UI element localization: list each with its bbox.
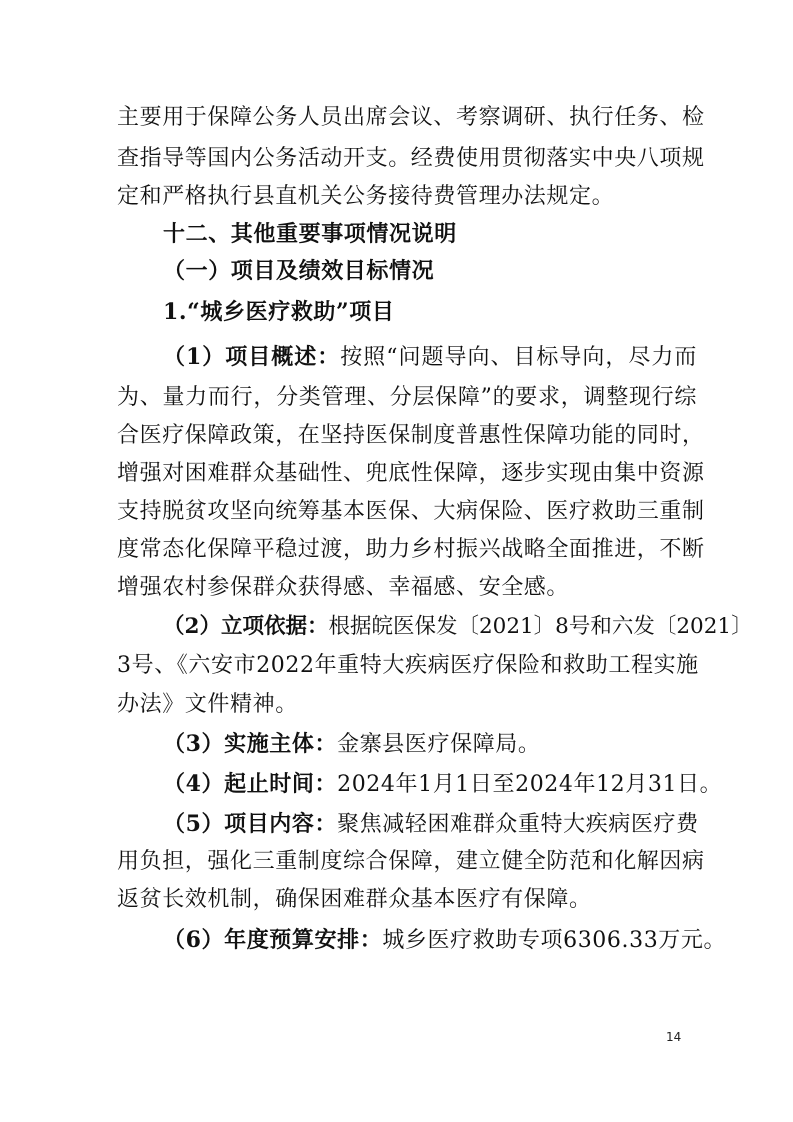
text-line bbox=[163, 925, 726, 956]
bold-label: 十二、其他重要事项情况说明 bbox=[163, 221, 457, 247]
text-line bbox=[163, 809, 697, 840]
text-line bbox=[163, 612, 753, 642]
text-span: 金寨县医疗保障局。 bbox=[337, 732, 541, 757]
text-line bbox=[117, 573, 569, 603]
text-span: 按照“问题导向、目标导向，尽力而 bbox=[340, 345, 697, 370]
text-span: 根据皖医保发〔2021〕8号和六发〔2021〕 bbox=[328, 614, 753, 639]
text-line bbox=[117, 383, 697, 413]
text-span: 聚焦减轻困难群众重特大疾病医疗费 bbox=[337, 812, 699, 837]
text-span: 2024年1月1日至2024年12月31日。 bbox=[337, 772, 723, 797]
text-span: 为、量力而行，分类管理、分层保障”的要求，调整现行综 bbox=[117, 385, 697, 410]
text-span: 主要用于保障公务人员出席会议、考察调研、执行任务、检 bbox=[117, 105, 705, 130]
text-line bbox=[117, 885, 592, 915]
text-line bbox=[117, 421, 705, 451]
text-span: 3号、《六安市2022年重特大疾病医疗保险和救助工程实施 bbox=[117, 653, 699, 678]
bold-label: （5）项目内容： bbox=[163, 811, 338, 837]
text-span: 返贫长效机制，确保困难群众基本医疗有保障。 bbox=[117, 887, 592, 912]
text-line bbox=[117, 651, 699, 681]
text-span: 定和严格执行县直机关公务接待费管理办法规定。 bbox=[117, 184, 615, 209]
bold-label: （一）项目及绩效目标情况 bbox=[163, 258, 435, 284]
text-line bbox=[163, 729, 541, 760]
text-span: 查指导等国内公务活动开支。经费使用贯彻落实中央八项规 bbox=[117, 146, 705, 171]
text-span: 用负担，强化三重制度综合保障，建立健全防范和化解因病 bbox=[117, 849, 705, 874]
text-line bbox=[117, 103, 705, 133]
text-line bbox=[117, 690, 298, 720]
bold-label: （6）年度预算安排： bbox=[163, 927, 383, 953]
text-line bbox=[163, 342, 697, 373]
bold-label: （1）项目概述： bbox=[163, 344, 341, 370]
text-line bbox=[117, 182, 614, 212]
text-line bbox=[163, 769, 722, 800]
bold-label: 1.“城乡医疗救助”项目 bbox=[163, 299, 395, 325]
text-line bbox=[117, 535, 705, 565]
text-line bbox=[117, 497, 705, 527]
project-heading bbox=[163, 297, 394, 328]
page-number: 14 bbox=[666, 1030, 682, 1044]
bold-label: （2）立项依据： bbox=[163, 614, 329, 639]
text-span: 增强农村参保群众获得感、幸福感、安全感。 bbox=[117, 575, 570, 600]
text-line bbox=[117, 847, 705, 877]
text-span: 办法》文件精神。 bbox=[117, 692, 298, 717]
subsection-heading bbox=[163, 256, 434, 287]
section-heading bbox=[163, 219, 457, 250]
text-span: 城乡医疗救助专项6306.33万元。 bbox=[382, 928, 727, 953]
text-span: 支持脱贫攻坚向统筹基本医保、大病保险、医疗救助三重制 bbox=[117, 499, 705, 524]
text-line bbox=[117, 459, 705, 489]
bold-label: （3）实施主体： bbox=[163, 731, 338, 757]
text-span: 合医疗保障政策，在坚持医保制度普惠性保障功能的同时， bbox=[117, 423, 705, 448]
text-line bbox=[117, 144, 705, 174]
text-span: 度常态化保障平稳过渡，助力乡村振兴战略全面推进，不断 bbox=[117, 537, 705, 562]
bold-label: （4）起止时间： bbox=[163, 771, 338, 797]
text-span: 增强对困难群众基础性、兜底性保障，逐步实现由集中资源 bbox=[117, 461, 705, 486]
